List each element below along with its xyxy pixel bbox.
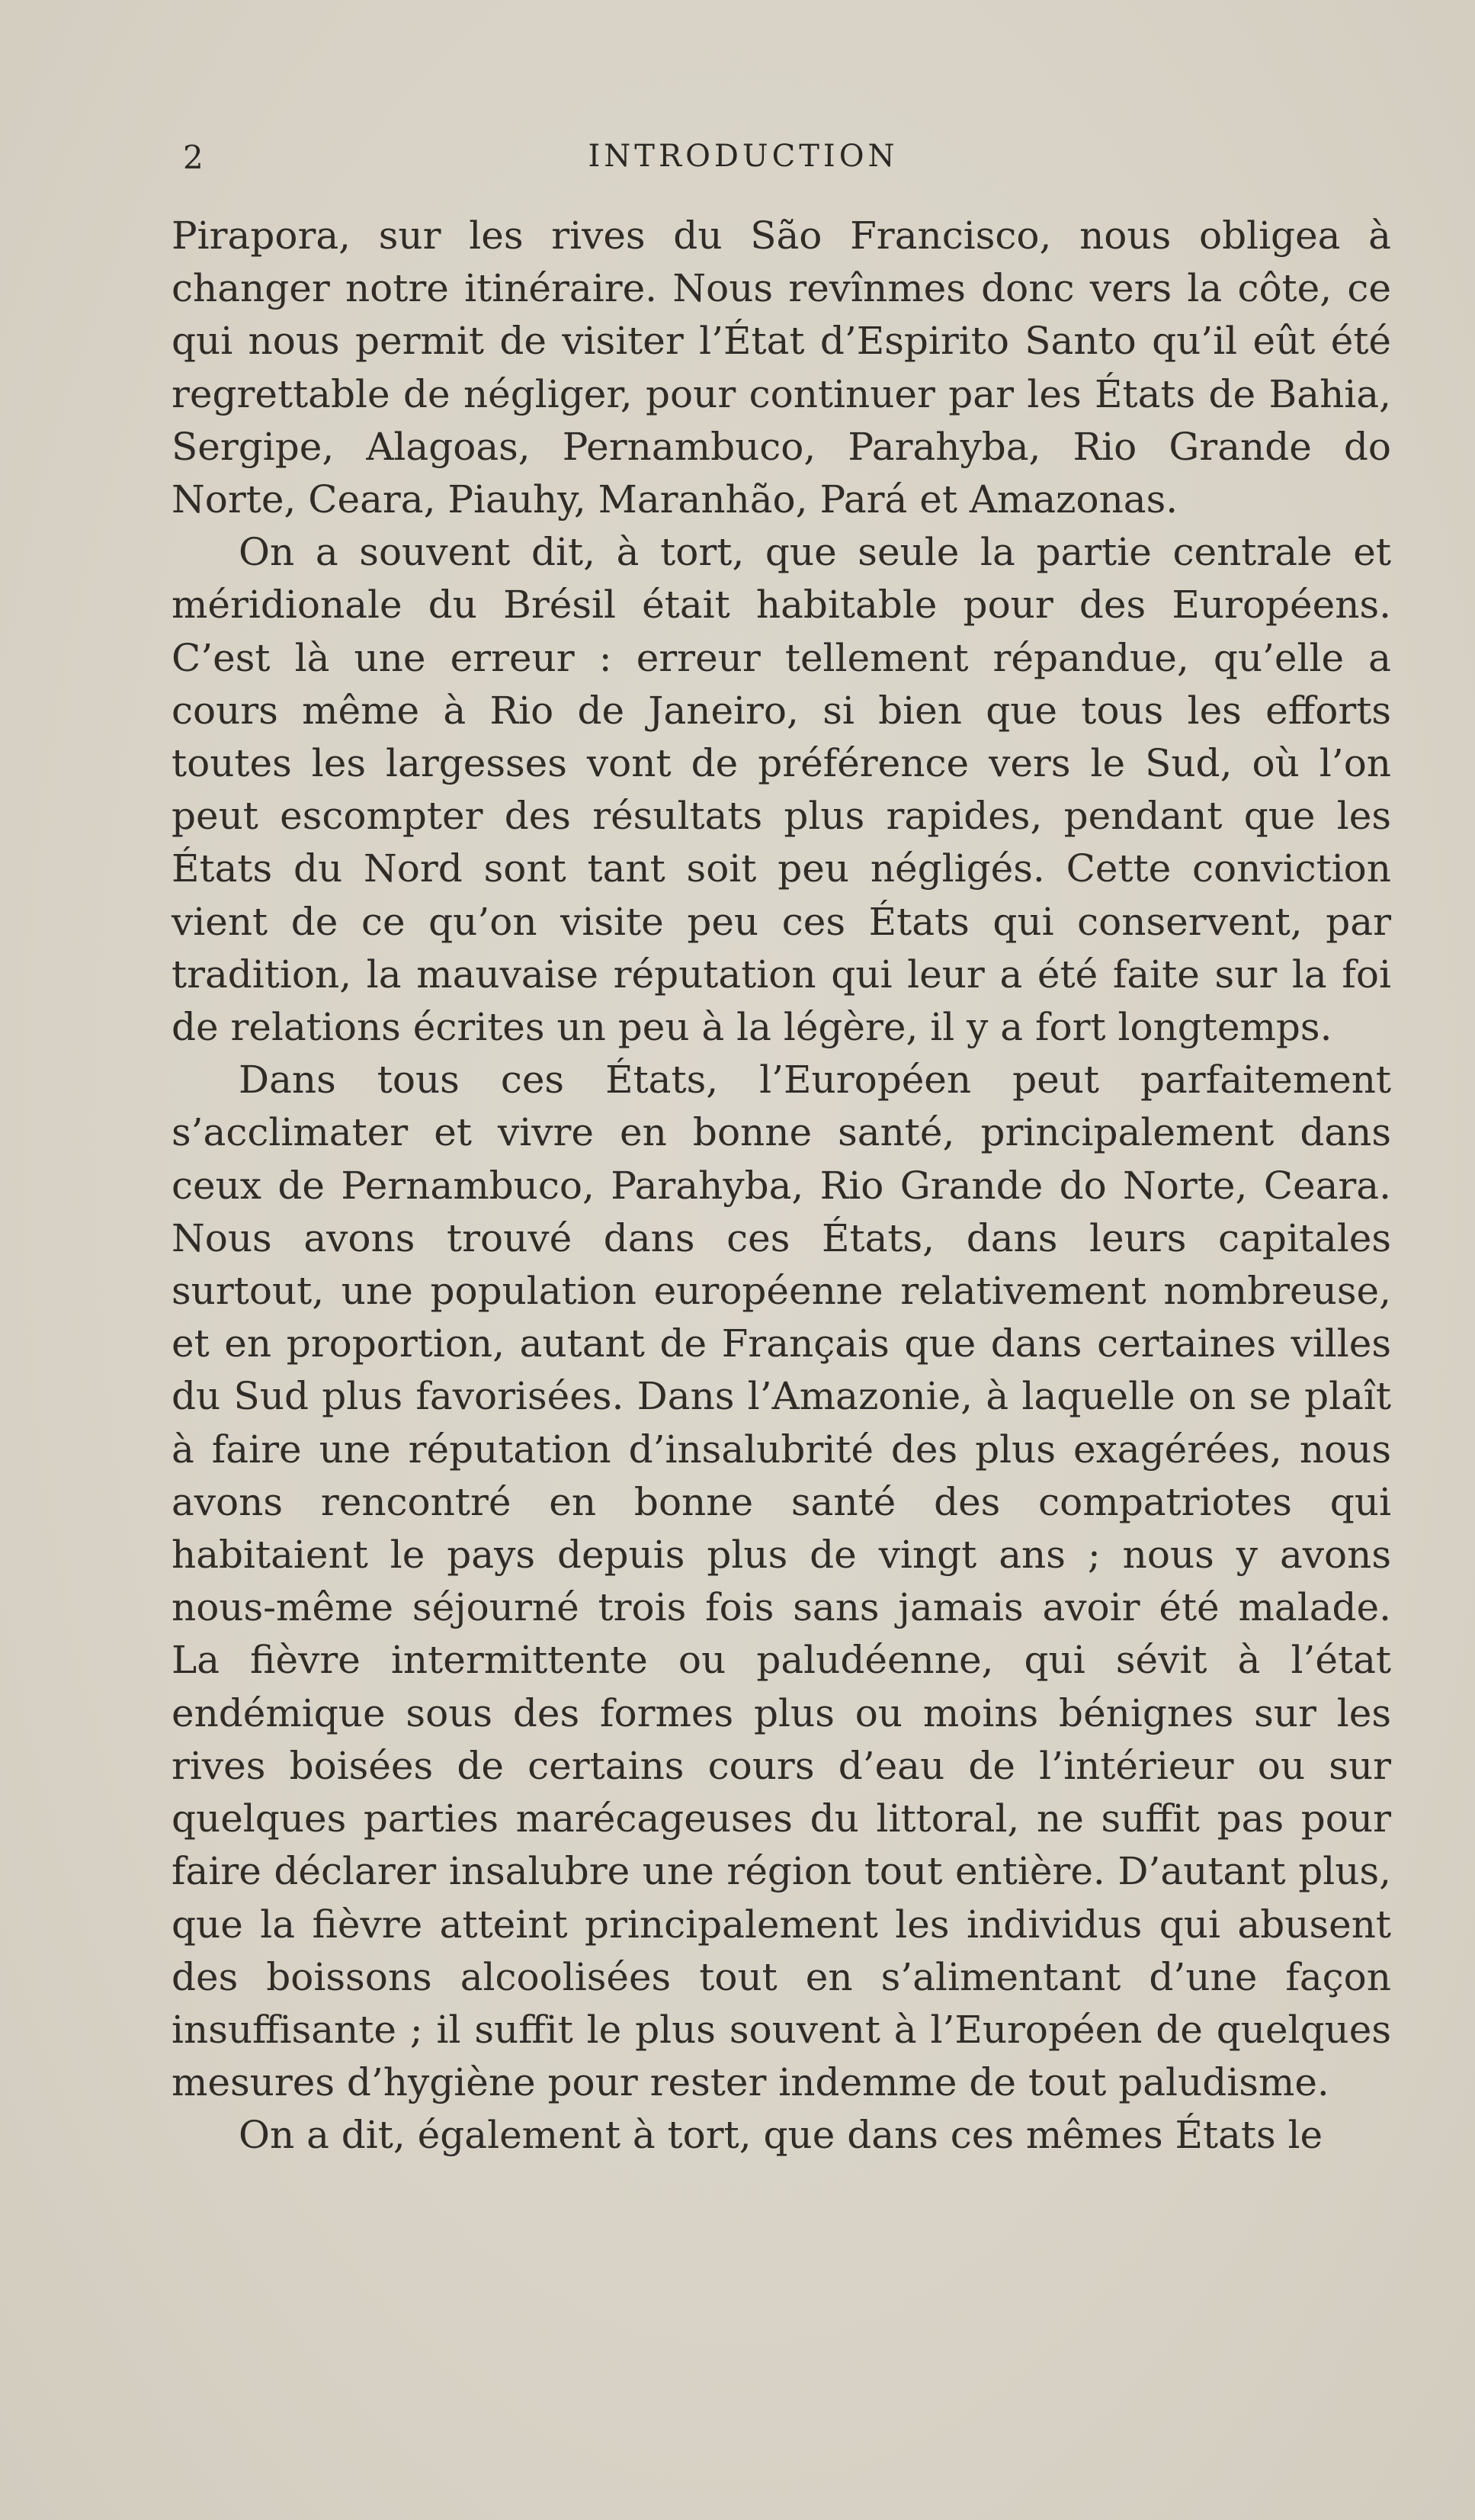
page-number: 2 bbox=[183, 139, 204, 176]
paragraph-1: Pirapora, sur les rives du São Francisco, nous obligea à changer notre itinéraire. Nous revînmes donc vers la côte, ce qui nous permit de visiter l’État d’Espirito Santo qu’il eût été regrettable de négliger, pour continuer par les États de Bahia, Sergipe, Alagoas, Pernambuco, Parahyba, Rio Grande do Norte, Ceara, Piauhy, Maranhão, Pará et Amazonas. bbox=[172, 213, 1391, 522]
page-header bbox=[183, 139, 1387, 185]
paragraph-3: Dans tous ces États, l’Européen peut parfaitement s’acclimater et vivre en bonne santé, principalement dans ceux de Pernambuco, Parahyba, Rio Grande do Norte, Ceara. Nous avons trouvé dans ces États, dans leurs capitales surtout, une population européenne relativement nombreuse, et en proportion, autant de Français que dans certaines villes du Sud plus favorisées. Dans l’Amazonie, à laquelle on se plaît à faire une réputation d’insalubrité des plus exagérées, nous avons rencontré en bonne santé des compatriotes qui habitaient le pays depuis plus de vingt ans ; nous y avons nous-même séjourné trois fois sans jamais avoir été malade. La fièvre intermittente ou paludéenne, qui sévit à l’état endémique sous des formes plus ou moins bénignes sur les rives boisées de certains cours d’eau de l’intérieur ou sur quelques parties marécageuses du littoral, ne suffit pas pour faire déclarer insalubre une région tout entière. D’autant plus, que la fièvre atteint principalement les individus qui abusent des boissons alcoolisées tout en s’alimentant d’une façon insuffisante ; il suffit le plus souvent à l’Européen de quelques mesures d’hygiène pour rester indemme de tout paludisme. bbox=[172, 1058, 1391, 2105]
paragraph-2: On a souvent dit, à tort, que seule la partie centrale et méridionale du Brésil était habitable pour des Européens. C’est là une erreur : erreur tellement répandue, qu’elle a cours même à Rio de Janeiro, si bien que tous les efforts toutes les largesses vont de préférence vers le Sud, où l’on peut escompter des résultats plus rapides, pendant que les États du Nord sont tant soit peu négligés. Cette conviction vient de ce qu’on visite peu ces États qui conservent, par tradition, la mauvaise réputation qui leur a été faite sur la foi de relations écrites un peu à la légère, il y a fort longtemps. bbox=[172, 530, 1391, 1050]
paragraph-4: On a dit, également à tort, que dans ces mêmes États le bbox=[239, 2113, 1323, 2158]
body-text bbox=[172, 210, 1391, 2162]
running-head: INTRODUCTION bbox=[588, 139, 899, 174]
